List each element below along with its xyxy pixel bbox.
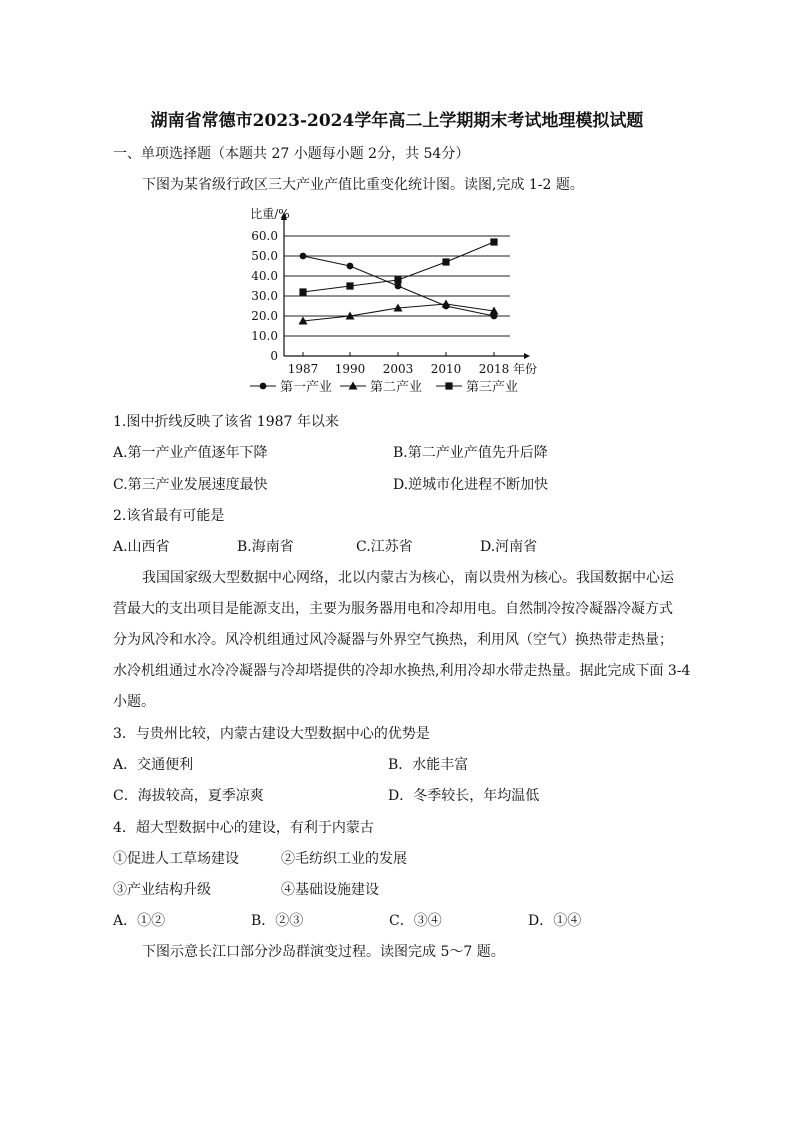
data-point-series-3 (299, 288, 306, 295)
data-point-series-3 (346, 282, 353, 289)
q4-option-b: B．②③ (251, 913, 304, 929)
page-title: 湖南省常德市2023-2024学年高二上学期期末考试地理模拟试题 (150, 111, 644, 131)
q1-option-d: D.逆城市化进程不断加快 (393, 477, 549, 493)
y-tick-label: 20.0 (251, 309, 278, 323)
x-axis-arrow (524, 353, 530, 359)
q4-option-d: D．①④ (528, 913, 582, 929)
y-tick-label: 10.0 (251, 329, 278, 343)
q2-option-d: D.河南省 (480, 539, 538, 555)
x-tick-label: 2010 (430, 362, 462, 376)
y-tick-label: 0 (270, 349, 278, 363)
q4-stem: 4．超大型数据中心的建设，有利于内蒙古 (113, 820, 374, 836)
q2-option-b: B.海南省 (237, 539, 294, 555)
q3-option-c: C．海拔较高，夏季凉爽 (113, 788, 264, 804)
q2-option-a: A.山西省 (113, 539, 170, 555)
y-tick-label: 50.0 (251, 249, 278, 263)
q4-statement-2: ②毛纺织工业的发展 (281, 851, 407, 867)
q1-option-b: B.第二产业产值先升后降 (393, 445, 548, 461)
q4-option-c: C．③④ (389, 913, 442, 929)
y-axis-label: 比重/% (250, 207, 290, 221)
q2-option-c: C.江苏省 (356, 539, 413, 555)
x-axis-label: 年份 (513, 362, 538, 376)
y-tick-label: 60.0 (251, 229, 278, 243)
q1-option-a: A.第一产业产值逐年下降 (113, 445, 268, 461)
data-point-series-1 (347, 263, 354, 270)
q3-option-b: B．水能丰富 (388, 757, 469, 773)
x-tick-label: 2018 (478, 362, 510, 376)
q4-statement-1: ①促进人工草场建设 (113, 851, 239, 867)
legend-label: 第一产业 (280, 380, 333, 395)
q1-option-c: C.第三产业发展速度最快 (113, 477, 268, 493)
industry-share-line-chart (240, 198, 550, 403)
legend-label: 第二产业 (370, 380, 423, 395)
x-tick-label: 1987 (287, 362, 319, 376)
data-point-series-3 (442, 258, 449, 265)
q3-option-a: A．交通便利 (113, 757, 194, 773)
y-tick-label: 40.0 (251, 269, 278, 283)
q3-stem: 3．与贵州比较，内蒙古建设大型数据中心的优势是 (113, 726, 430, 742)
data-point-series-1 (300, 253, 307, 260)
q4-statement-3: ③产业结构升级 (113, 882, 211, 898)
legend-marker (445, 382, 452, 389)
x-tick-label: 1990 (334, 362, 366, 376)
section-heading: 一、单项选择题（本题共 27 小题每小题 2分，共 54分） (113, 146, 470, 162)
q1-stem: 1.图中折线反映了该省 1987 年以来 (113, 414, 339, 430)
passage-line-5: 小题。 (113, 694, 155, 710)
passage-line-2: 营最大的支出项目是能源支出，主要为服务器用电和冷却用电。自然制冷按冷凝器冷凝方式 (113, 601, 673, 617)
data-point-series-1 (395, 283, 402, 290)
q4-option-a: A．①② (113, 913, 166, 929)
legend-label: 第三产业 (466, 380, 519, 395)
data-point-series-2 (442, 300, 451, 308)
y-tick-label: 30.0 (251, 289, 278, 303)
q3-option-d: D．冬季较长，年均温低 (388, 788, 540, 804)
q2-stem: 2.该省最有可能是 (113, 508, 225, 524)
q4-statement-4: ④基础设施建设 (281, 882, 379, 898)
passage-line-1: 我国国家级大型数据中心网络，北以内蒙古为核心，南以贵州为核心。我国数据中心运 (142, 570, 674, 586)
legend-marker (260, 383, 267, 390)
data-point-series-3 (490, 238, 497, 245)
passage-line-4: 水冷机组通过水冷冷凝器与冷却塔提供的冷却水换热,利用冷却水带走热量。据此完成下面 3-4 (113, 663, 691, 679)
passage-line-3: 分为风冷和水冷。风冷机组通过风冷凝器与外界空气换热，利用风（空气）换热带走热量； (113, 632, 673, 648)
data-point-series-3 (394, 276, 401, 283)
figure-intro-5-7: 下图示意长江口部分沙岛群演变过程。读图完成 5～7 题。 (142, 944, 505, 960)
chart-intro: 下图为某省级行政区三大产业产值比重变化统计图。读图,完成 1-2 题。 (142, 177, 584, 193)
x-tick-label: 2003 (382, 362, 414, 376)
